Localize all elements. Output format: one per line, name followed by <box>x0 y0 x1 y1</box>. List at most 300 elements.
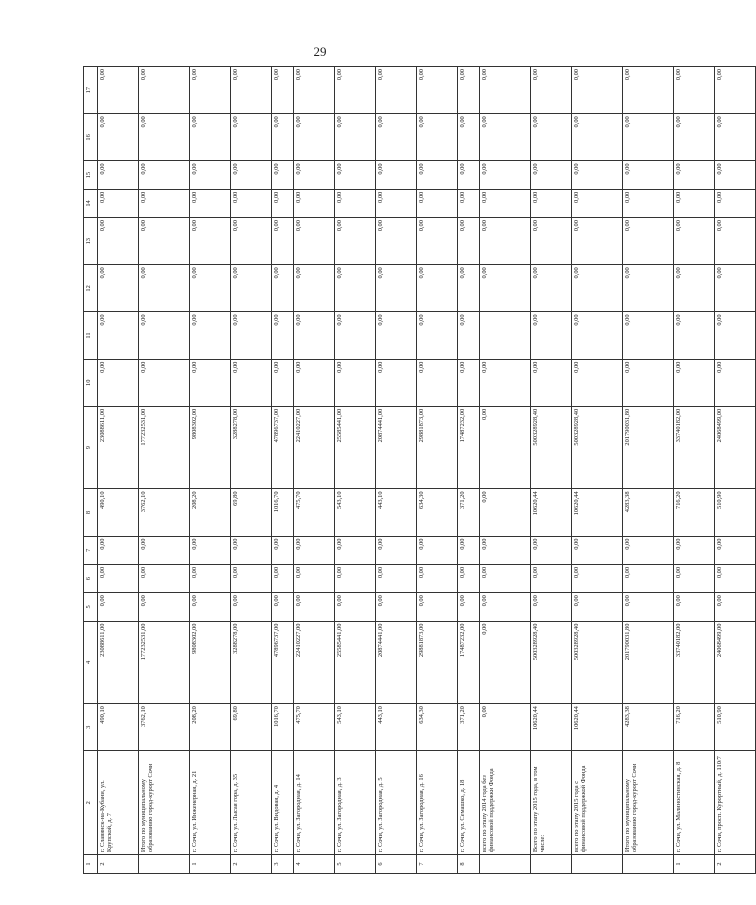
value-cell: 443,10 <box>376 489 417 536</box>
value-cell: 490,10 <box>98 704 139 751</box>
column-number-cell: 6 <box>84 564 98 592</box>
value-cell: 10620,44 <box>572 704 623 751</box>
value-cell: 500328928,40 <box>572 621 623 704</box>
value-cell: 0,00 <box>98 359 139 406</box>
value-cell: 0,00 <box>458 564 480 592</box>
value-cell: 634,30 <box>417 489 458 536</box>
table-row <box>376 67 417 874</box>
value-cell: 543,10 <box>335 489 376 536</box>
table-row <box>272 67 294 874</box>
value-cell: 0,00 <box>715 593 756 621</box>
row-index-cell: 2 <box>98 855 139 874</box>
value-cell: 0,00 <box>531 359 572 406</box>
address-cell: г. Сочи, ул. Загородная, д. 3 <box>335 751 376 855</box>
value-cell: 0,00 <box>272 114 294 161</box>
value-cell: 0,00 <box>231 218 272 265</box>
value-cell: 201790031,80 <box>623 406 674 489</box>
value-cell: 0,00 <box>139 593 190 621</box>
value-cell: 0,00 <box>674 265 715 312</box>
value-cell: 0,00 <box>531 312 572 359</box>
value-cell: 0,00 <box>335 218 376 265</box>
value-cell: 0,00 <box>190 218 231 265</box>
value-cell: 23088611,00 <box>98 406 139 489</box>
value-cell: 0,00 <box>458 265 480 312</box>
value-cell: 0,00 <box>458 593 480 621</box>
value-cell: 0,00 <box>531 189 572 217</box>
value-cell: 0,00 <box>190 189 231 217</box>
value-cell: 0,00 <box>139 189 190 217</box>
value-cell: 0,00 <box>417 218 458 265</box>
column-number-cell: 11 <box>84 312 98 359</box>
value-cell: 20874441,00 <box>376 621 417 704</box>
address-cell: всего по этапу 2014 года без финансовой поддержки Фонда <box>480 751 531 855</box>
value-cell: 0,00 <box>139 359 190 406</box>
value-cell: 0,00 <box>294 189 335 217</box>
value-cell: 0,00 <box>294 218 335 265</box>
row-index-cell: 2 <box>231 855 272 874</box>
value-cell: 0,00 <box>294 593 335 621</box>
value-cell: 47896737,00 <box>272 406 294 489</box>
value-cell: 0,00 <box>674 564 715 592</box>
value-cell: 0,00 <box>674 536 715 564</box>
value-cell: 0,00 <box>272 312 294 359</box>
column-number-cell: 16 <box>84 114 98 161</box>
table-row <box>190 67 231 874</box>
row-index-cell <box>531 855 572 874</box>
value-cell: 69,80 <box>231 489 272 536</box>
value-cell: 0,00 <box>231 536 272 564</box>
value-cell: 0,00 <box>294 265 335 312</box>
value-cell: 0,00 <box>190 593 231 621</box>
row-index-cell: 1 <box>190 855 231 874</box>
value-cell: 0,00 <box>376 218 417 265</box>
value-cell: 0,00 <box>715 161 756 189</box>
value-cell: 0,00 <box>715 114 756 161</box>
rotated-table-container <box>83 66 723 874</box>
value-cell: 0,00 <box>480 67 531 114</box>
value-cell: 0,00 <box>715 359 756 406</box>
address-cell: всего по этапу 2015 года с финансовой поддержкой Фонда <box>572 751 623 855</box>
value-cell: 0,00 <box>376 265 417 312</box>
value-cell: 0,00 <box>531 67 572 114</box>
table-row <box>572 67 623 874</box>
value-cell: 0,00 <box>715 67 756 114</box>
value-cell: 0,00 <box>98 218 139 265</box>
row-index-cell: 3 <box>272 855 294 874</box>
value-cell: 0,00 <box>458 536 480 564</box>
value-cell: 29881873,00 <box>417 621 458 704</box>
value-cell: 0,00 <box>417 189 458 217</box>
row-index-cell <box>139 855 190 874</box>
value-cell: 0,00 <box>190 161 231 189</box>
value-cell: 0,00 <box>376 536 417 564</box>
value-cell: 0,00 <box>572 67 623 114</box>
value-cell: 0,00 <box>98 189 139 217</box>
value-cell: 371,20 <box>458 704 480 751</box>
value-cell: 0,00 <box>480 406 531 489</box>
column-number-cell: 12 <box>84 265 98 312</box>
value-cell: 0,00 <box>335 189 376 217</box>
value-cell: 0,00 <box>715 189 756 217</box>
value-cell: 1016,70 <box>272 704 294 751</box>
value-cell: 0,00 <box>623 265 674 312</box>
value-cell: 634,30 <box>417 704 458 751</box>
value-cell: 0,00 <box>531 593 572 621</box>
value-cell: 3288278,00 <box>231 621 272 704</box>
value-cell: 0,00 <box>272 161 294 189</box>
value-cell: 0,00 <box>674 114 715 161</box>
row-index-cell: 5 <box>335 855 376 874</box>
value-cell: 0,00 <box>674 218 715 265</box>
table-row <box>715 67 756 874</box>
value-cell: 0,00 <box>190 67 231 114</box>
value-cell: 47896737,00 <box>272 621 294 704</box>
value-cell: 0,00 <box>335 67 376 114</box>
value-cell: 0,00 <box>531 161 572 189</box>
value-cell: 0,00 <box>480 161 531 189</box>
value-cell: 0,00 <box>98 161 139 189</box>
table-row <box>139 67 190 874</box>
value-cell: 0,00 <box>572 564 623 592</box>
value-cell: 0,00 <box>294 114 335 161</box>
value-cell: 0,00 <box>376 564 417 592</box>
column-number-cell: 4 <box>84 621 98 704</box>
table-row <box>458 67 480 874</box>
value-cell: 0,00 <box>231 67 272 114</box>
value-cell: 0,00 <box>139 161 190 189</box>
table-row <box>98 67 139 874</box>
row-index-cell: 2 <box>715 855 756 874</box>
value-cell: 3288278,00 <box>231 406 272 489</box>
value-cell: 0,00 <box>231 593 272 621</box>
value-cell: 0,00 <box>190 536 231 564</box>
value-cell: 0,00 <box>480 189 531 217</box>
value-cell: 4283,38 <box>623 704 674 751</box>
value-cell: 0,00 <box>480 359 531 406</box>
value-cell: 0,00 <box>139 536 190 564</box>
value-cell: 0,00 <box>623 312 674 359</box>
value-cell: 371,20 <box>458 489 480 536</box>
value-cell: 0,00 <box>417 67 458 114</box>
value-cell: 443,10 <box>376 704 417 751</box>
value-cell: 0,00 <box>458 218 480 265</box>
value-cell: 510,90 <box>715 489 756 536</box>
address-cell: Итого по муниципальному образованию город-курорт Сочи <box>623 751 674 855</box>
value-cell: 0,00 <box>335 564 376 592</box>
table-row <box>294 67 335 874</box>
column-number-cell: 15 <box>84 161 98 189</box>
value-cell: 0,00 <box>531 564 572 592</box>
value-cell: 0,00 <box>623 67 674 114</box>
value-cell: 0,00 <box>715 312 756 359</box>
value-cell: 0,00 <box>294 161 335 189</box>
value-cell: 0,00 <box>376 67 417 114</box>
value-cell: 0,00 <box>294 67 335 114</box>
value-cell: 0,00 <box>335 593 376 621</box>
table-row <box>674 67 715 874</box>
value-cell: 177232531,00 <box>139 621 190 704</box>
address-cell: г. Сочи, ул. Малиностинская, д. 8 <box>674 751 715 855</box>
value-cell: 0,00 <box>572 593 623 621</box>
value-cell: 0,00 <box>674 161 715 189</box>
table-row <box>480 67 531 874</box>
address-cell: г. Сочи, ул. Загородная, д. 16 <box>417 751 458 855</box>
value-cell: 0,00 <box>417 564 458 592</box>
column-number-cell: 9 <box>84 406 98 489</box>
value-cell: 0,00 <box>417 593 458 621</box>
value-cell: 33740182,00 <box>674 621 715 704</box>
value-cell: 0,00 <box>480 218 531 265</box>
value-cell: 0,00 <box>572 536 623 564</box>
value-cell: 0,00 <box>417 536 458 564</box>
value-cell: 0,00 <box>623 564 674 592</box>
value-cell: 0,00 <box>376 114 417 161</box>
table-row <box>531 67 572 874</box>
value-cell: 0,00 <box>190 114 231 161</box>
value-cell: 17487232,00 <box>458 406 480 489</box>
value-cell: 0,00 <box>572 265 623 312</box>
value-cell: 0,00 <box>623 593 674 621</box>
value-cell: 0,00 <box>572 114 623 161</box>
row-index-cell <box>572 855 623 874</box>
column-number-cell: 17 <box>84 67 98 114</box>
address-cell: г. Сочи, ул. Инженерная, д. 21 <box>190 751 231 855</box>
address-cell: г. Сочи, ул. Загородная, д. 5 <box>376 751 417 855</box>
value-cell: 3762,10 <box>139 489 190 536</box>
value-cell: 0,00 <box>272 218 294 265</box>
value-cell: 25585441,00 <box>335 621 376 704</box>
column-number-cell: 14 <box>84 189 98 217</box>
value-cell: 0,00 <box>376 359 417 406</box>
value-cell: 69,80 <box>231 704 272 751</box>
address-cell: г. Сочи, просп. Курортный, д. 110/7 <box>715 751 756 855</box>
value-cell: 0,00 <box>335 312 376 359</box>
value-cell: 0,00 <box>480 536 531 564</box>
page-number: 29 <box>313 44 327 59</box>
value-cell: 4283,38 <box>623 489 674 536</box>
table-row <box>335 67 376 874</box>
value-cell: 0,00 <box>674 312 715 359</box>
value-cell: 0,00 <box>480 114 531 161</box>
value-cell: 29881873,00 <box>417 406 458 489</box>
data-table <box>83 66 756 874</box>
value-cell: 0,00 <box>190 265 231 312</box>
value-cell: 475,70 <box>294 704 335 751</box>
value-cell: 0,00 <box>458 67 480 114</box>
column-number-cell: 10 <box>84 359 98 406</box>
value-cell: 0,00 <box>139 312 190 359</box>
row-index-cell: 8 <box>458 855 480 874</box>
value-cell: 0,00 <box>674 189 715 217</box>
value-cell: 0,00 <box>231 265 272 312</box>
value-cell <box>480 312 531 359</box>
value-cell: 0,00 <box>272 265 294 312</box>
address-cell: г. Сочи, ул. Загородная, д. 14 <box>294 751 335 855</box>
value-cell: 24068499,00 <box>715 406 756 489</box>
column-number-cell: 7 <box>84 536 98 564</box>
row-index-cell: 4 <box>294 855 335 874</box>
value-cell: 0,00 <box>98 67 139 114</box>
value-cell: 0,00 <box>98 312 139 359</box>
value-cell: 0,00 <box>417 359 458 406</box>
value-cell: 510,90 <box>715 704 756 751</box>
value-cell: 0,00 <box>458 312 480 359</box>
value-cell: 0,00 <box>376 161 417 189</box>
value-cell: 0,00 <box>674 593 715 621</box>
value-cell: 0,00 <box>376 189 417 217</box>
value-cell: 500328928,40 <box>531 406 572 489</box>
row-index-cell: 7 <box>417 855 458 874</box>
value-cell: 0,00 <box>572 218 623 265</box>
value-cell: 0,00 <box>335 359 376 406</box>
value-cell: 0,00 <box>674 67 715 114</box>
value-cell: 0,00 <box>98 114 139 161</box>
row-index-cell: 1 <box>674 855 715 874</box>
value-cell: 490,10 <box>98 489 139 536</box>
address-cell: г. Славянск-на-Кубани, ул. Крупской, д. 7 <box>98 751 139 855</box>
value-cell: 0,00 <box>623 114 674 161</box>
address-cell: Всего по этапу 2015 года, в том числе: <box>531 751 572 855</box>
value-cell: 0,00 <box>417 114 458 161</box>
value-cell: 0,00 <box>572 359 623 406</box>
address-cell: г. Сочи, ул. Видовая, д. 4 <box>272 751 294 855</box>
value-cell: 201790031,80 <box>623 621 674 704</box>
value-cell: 24068499,00 <box>715 621 756 704</box>
value-cell: 0,00 <box>98 564 139 592</box>
value-cell: 0,00 <box>623 161 674 189</box>
value-cell: 20874441,00 <box>376 406 417 489</box>
value-cell: 0,00 <box>376 312 417 359</box>
value-cell: 0,00 <box>272 564 294 592</box>
value-cell: 716,20 <box>674 704 715 751</box>
address-cell: г. Сочи, ул. Лысая гора, д. 35 <box>231 751 272 855</box>
value-cell: 0,00 <box>272 359 294 406</box>
value-cell: 500328928,40 <box>572 406 623 489</box>
value-cell: 0,00 <box>335 265 376 312</box>
value-cell: 0,00 <box>190 312 231 359</box>
value-cell: 33740182,00 <box>674 406 715 489</box>
column-number-cell: 2 <box>84 751 98 855</box>
value-cell: 0,00 <box>98 265 139 312</box>
value-cell: 500328928,40 <box>531 621 572 704</box>
value-cell: 3762,10 <box>139 704 190 751</box>
value-cell: 543,10 <box>335 704 376 751</box>
value-cell: 0,00 <box>335 536 376 564</box>
value-cell: 0,00 <box>190 359 231 406</box>
value-cell: 0,00 <box>572 312 623 359</box>
column-number-cell: 8 <box>84 489 98 536</box>
value-cell: 0,00 <box>458 161 480 189</box>
table-frame <box>83 66 723 874</box>
value-cell: 0,00 <box>480 265 531 312</box>
value-cell: 0,00 <box>231 114 272 161</box>
table-row <box>231 67 272 874</box>
value-cell: 22410227,00 <box>294 621 335 704</box>
value-cell: 0,00 <box>572 189 623 217</box>
value-cell: 9808302,00 <box>190 621 231 704</box>
value-cell: 0,00 <box>531 265 572 312</box>
value-cell: 0,00 <box>139 218 190 265</box>
value-cell: 0,00 <box>715 265 756 312</box>
column-number-cell: 5 <box>84 593 98 621</box>
value-cell: 208,20 <box>190 704 231 751</box>
value-cell: 0,00 <box>480 704 531 751</box>
value-cell: 0,00 <box>480 593 531 621</box>
value-cell: 0,00 <box>335 114 376 161</box>
column-number-cell: 13 <box>84 218 98 265</box>
value-cell: 22410227,00 <box>294 406 335 489</box>
value-cell: 0,00 <box>674 359 715 406</box>
column-number-cell: 3 <box>84 704 98 751</box>
row-index-cell <box>623 855 674 874</box>
value-cell: 177232531,00 <box>139 406 190 489</box>
value-cell: 0,00 <box>715 536 756 564</box>
value-cell: 10620,44 <box>531 704 572 751</box>
value-cell: 25585441,00 <box>335 406 376 489</box>
value-cell: 0,00 <box>715 218 756 265</box>
value-cell: 716,20 <box>674 489 715 536</box>
table-row <box>623 67 674 874</box>
value-cell: 0,00 <box>139 114 190 161</box>
value-cell: 0,00 <box>231 312 272 359</box>
value-cell: 0,00 <box>231 359 272 406</box>
value-cell: 0,00 <box>272 593 294 621</box>
value-cell: 0,00 <box>139 564 190 592</box>
value-cell: 0,00 <box>623 359 674 406</box>
value-cell: 0,00 <box>272 536 294 564</box>
value-cell: 0,00 <box>231 564 272 592</box>
value-cell: 10620,44 <box>531 489 572 536</box>
value-cell: 0,00 <box>139 265 190 312</box>
value-cell: 0,00 <box>98 593 139 621</box>
address-cell: Итого по муниципальному образованию город-курорт Сочи <box>139 751 190 855</box>
value-cell: 0,00 <box>417 161 458 189</box>
value-cell: 23088611,00 <box>98 621 139 704</box>
value-cell: 0,00 <box>376 593 417 621</box>
value-cell: 0,00 <box>623 218 674 265</box>
value-cell: 0,00 <box>294 312 335 359</box>
column-number-row <box>84 67 98 874</box>
value-cell: 0,00 <box>98 536 139 564</box>
value-cell: 17487232,00 <box>458 621 480 704</box>
value-cell: 475,70 <box>294 489 335 536</box>
value-cell: 0,00 <box>623 189 674 217</box>
value-cell: 0,00 <box>531 536 572 564</box>
value-cell: 0,00 <box>272 67 294 114</box>
value-cell: 0,00 <box>572 161 623 189</box>
value-cell: 0,00 <box>480 489 531 536</box>
value-cell: 0,00 <box>417 312 458 359</box>
value-cell: 0,00 <box>417 265 458 312</box>
value-cell: 0,00 <box>458 189 480 217</box>
address-cell: г. Сочи, ул. Семашко, д. 18 <box>458 751 480 855</box>
value-cell: 0,00 <box>458 359 480 406</box>
value-cell: 0,00 <box>335 161 376 189</box>
value-cell: 0,00 <box>480 564 531 592</box>
value-cell: 0,00 <box>623 536 674 564</box>
value-cell: 0,00 <box>231 161 272 189</box>
value-cell: 10620,44 <box>572 489 623 536</box>
value-cell: 0,00 <box>294 359 335 406</box>
value-cell: 0,00 <box>190 564 231 592</box>
value-cell: 9808302,00 <box>190 406 231 489</box>
column-number-cell: 1 <box>84 855 98 874</box>
value-cell: 0,00 <box>531 114 572 161</box>
value-cell: 0,00 <box>139 67 190 114</box>
value-cell: 0,00 <box>715 564 756 592</box>
value-cell: 0,00 <box>272 189 294 217</box>
value-cell: 0,00 <box>231 189 272 217</box>
